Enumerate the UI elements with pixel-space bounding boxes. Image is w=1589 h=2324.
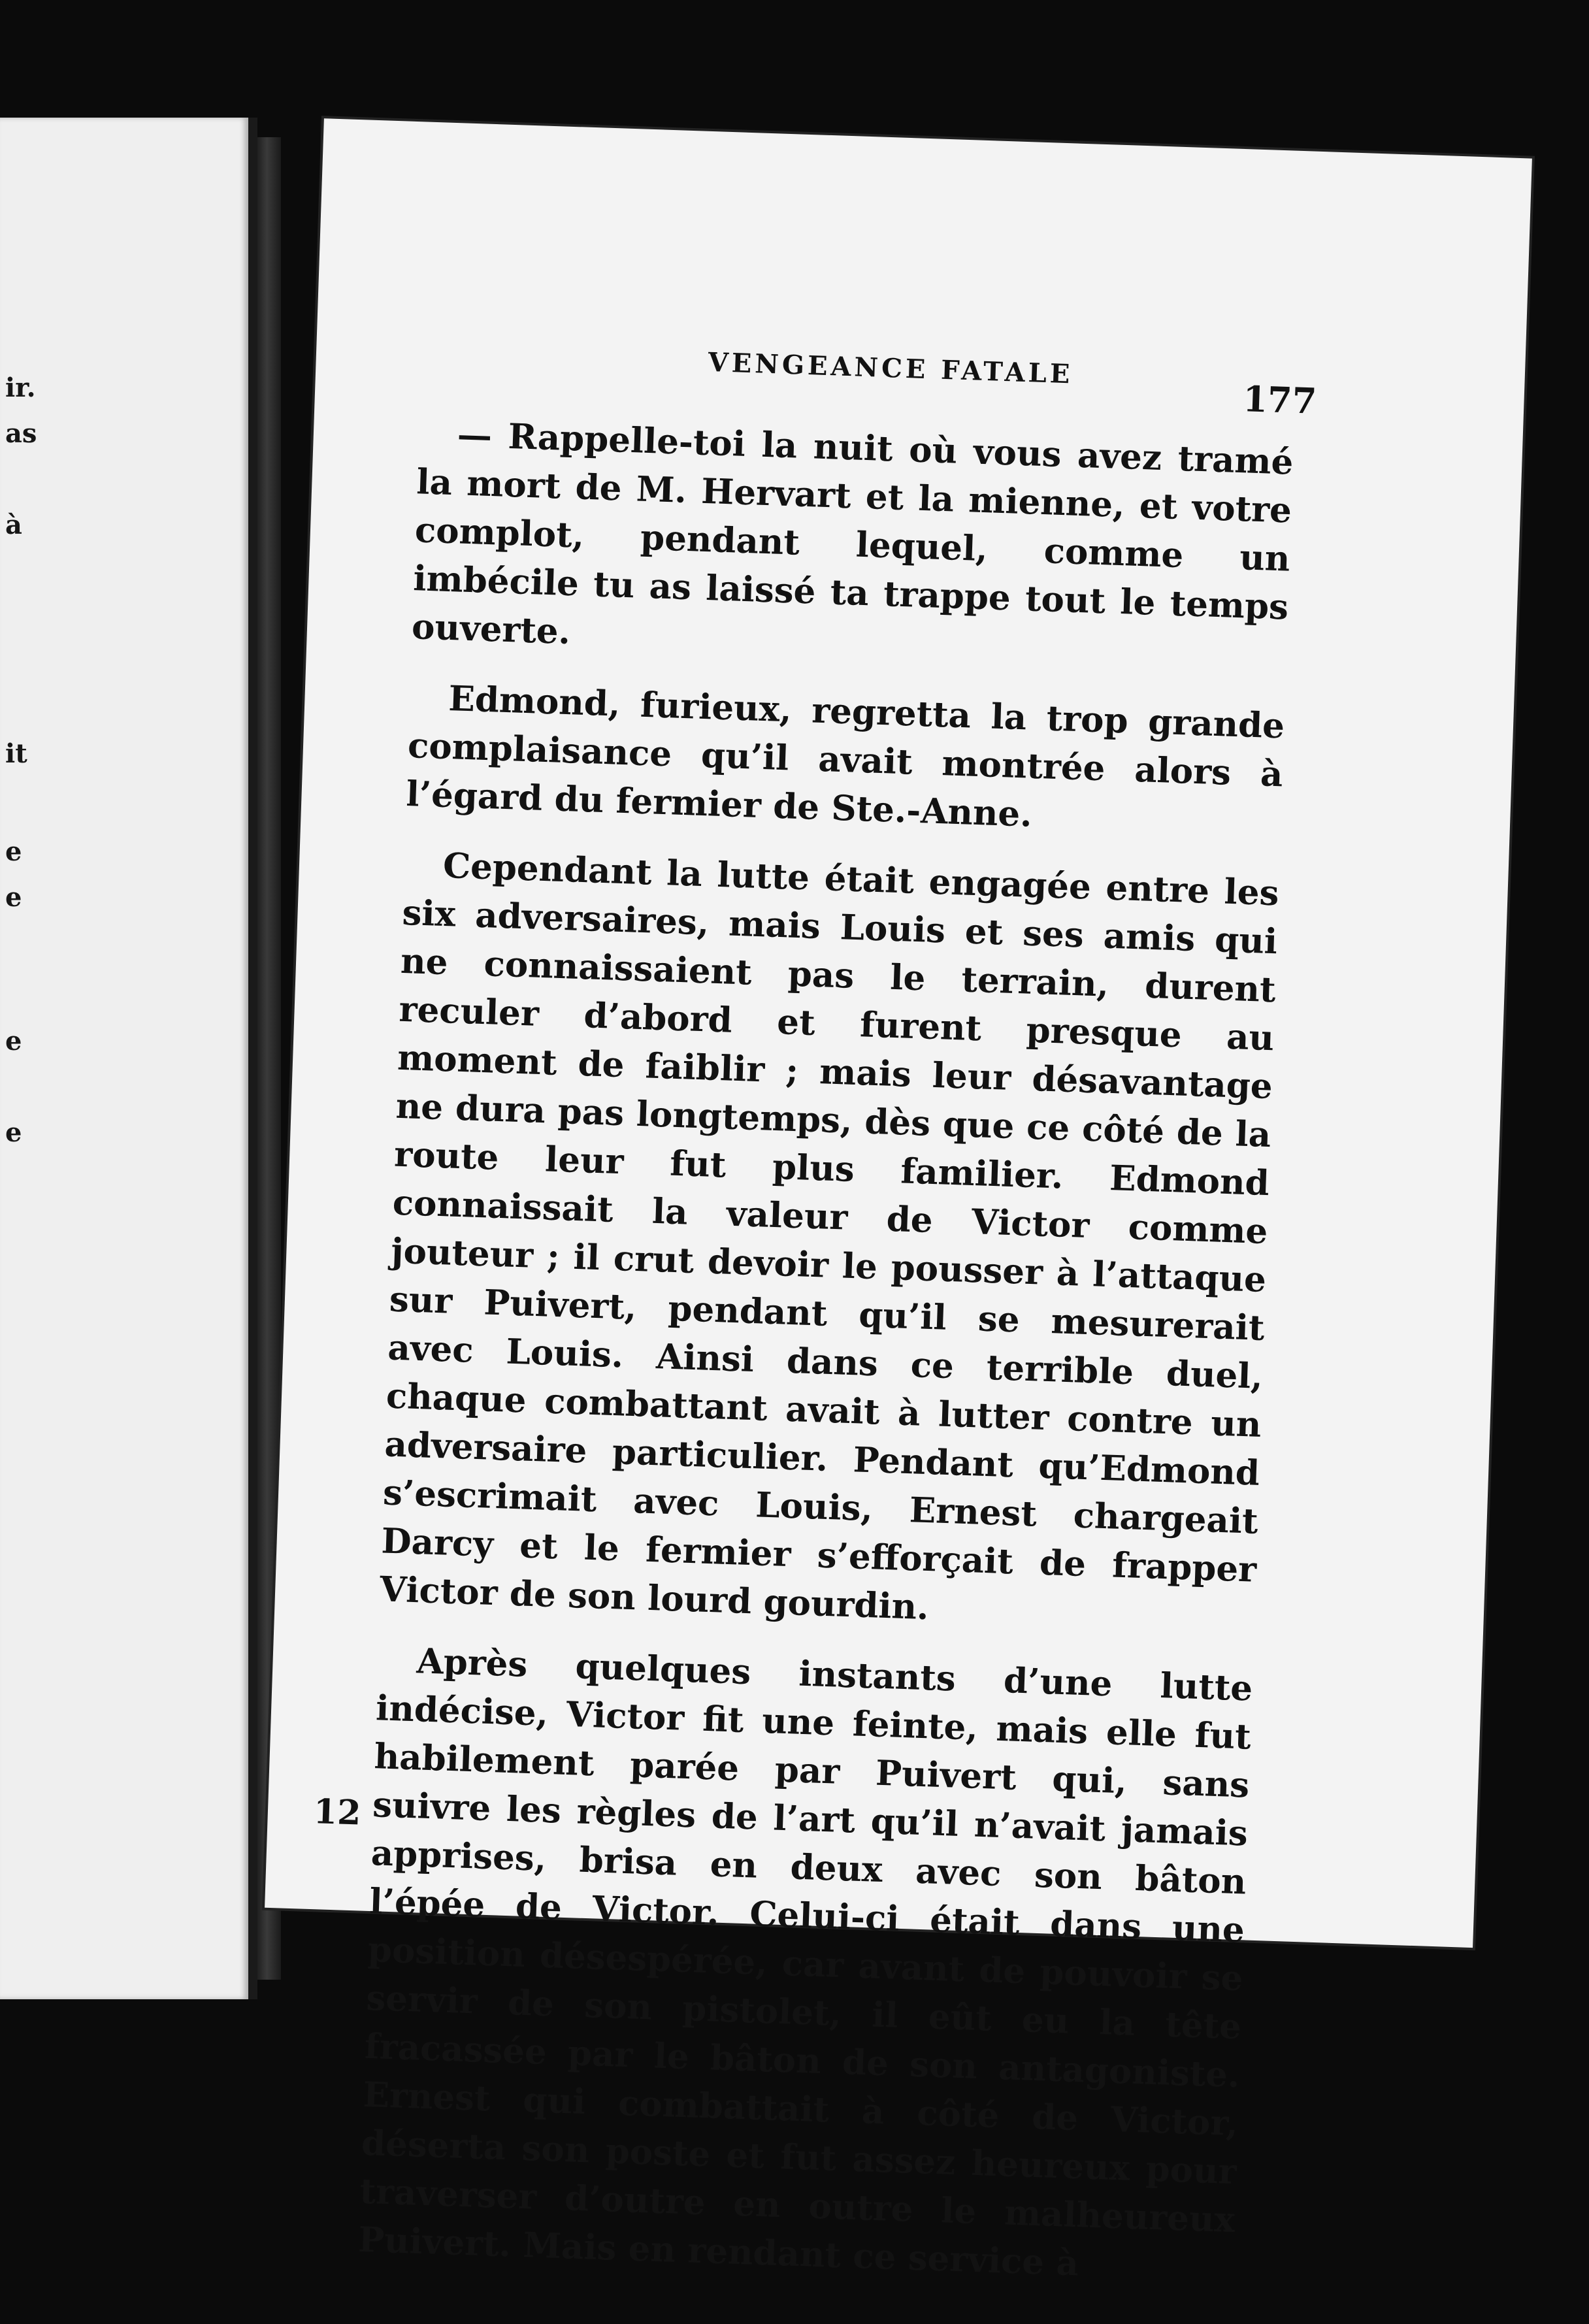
left-page-fragment: e: [5, 1026, 22, 1056]
left-page-fragment: à: [5, 510, 22, 540]
paragraph: Cependant la lutte était engagée entre les six adversaires, mais Louis et ses amis qui ne connaissaient pas le terrain, durent reculer d’abord et furent presque au moment de faiblir ; mais leur désavantage ne dura pas longtemps, dès que ce côté de la route leur fut plus familier. Edmond connaissait la valeur de Victor comme jouteur ; il crut devoir le pousser à l’attaque sur Puivert, pendant qu’il se mesurerait avec Louis. Ainsi dans ce terrible duel, chaque combattant avait à lutter contre un adversaire particulier. Pendant qu’Edmond s’escrimait avec Louis, Ernest chargeait Darcy et le fermier s’efforçait de frapper Victor de son lourd gourdin.: [379, 845, 1280, 1628]
left-page-fragment: e: [5, 1117, 22, 1148]
page-header: [419, 337, 1318, 425]
paragraph: Après quelques instants d’une lutte indécise, Victor fit une feinte, mais elle fut habilement parée par Puivert qui, sans suivre les règles de l’art qu’il n’avait jamais apprises, brisa en deux avec son bâton l’épée de Victor. Celui-ci était dans une position désespérée, car avant de pouvoir se servir de son pistolet, il eût eu la tête fracassée par le bâton de son antagoniste. Ernest qui combattait à côté de Victor, déserta son poste et fut assez heureux pour traverser d’outre en outre le malheureux Puivert. Mais en rendant ce service à: [357, 1641, 1254, 2284]
page-paper: [265, 118, 1532, 2284]
left-page-fragment: e: [5, 836, 22, 867]
running-title: VENGEANCE FATALE: [708, 346, 1074, 390]
signature-mark: 12: [312, 1792, 362, 1833]
book-page: [167, 115, 1584, 2284]
left-page-fragment: ir.: [5, 372, 36, 403]
left-page-fragment: e: [5, 882, 22, 913]
page-number: 177: [1242, 378, 1318, 422]
page-text-block: [357, 337, 1318, 2315]
left-page-fragment: it: [5, 738, 27, 769]
left-page-fragment: as: [5, 418, 37, 449]
paragraph: — Rappelle-toi la nuit où vous avez tramé la mort de M. Hervart et la mienne, et votre complot, pendant lequel, comme un imbécile tu as laissé ta trappe tout le temps ouverte.: [411, 414, 1294, 653]
paragraph: Edmond, furieux, regretta la trop grande complaisance qu’il avait montrée alors à l’égard du fermier de Ste.-Anne.: [405, 678, 1285, 835]
